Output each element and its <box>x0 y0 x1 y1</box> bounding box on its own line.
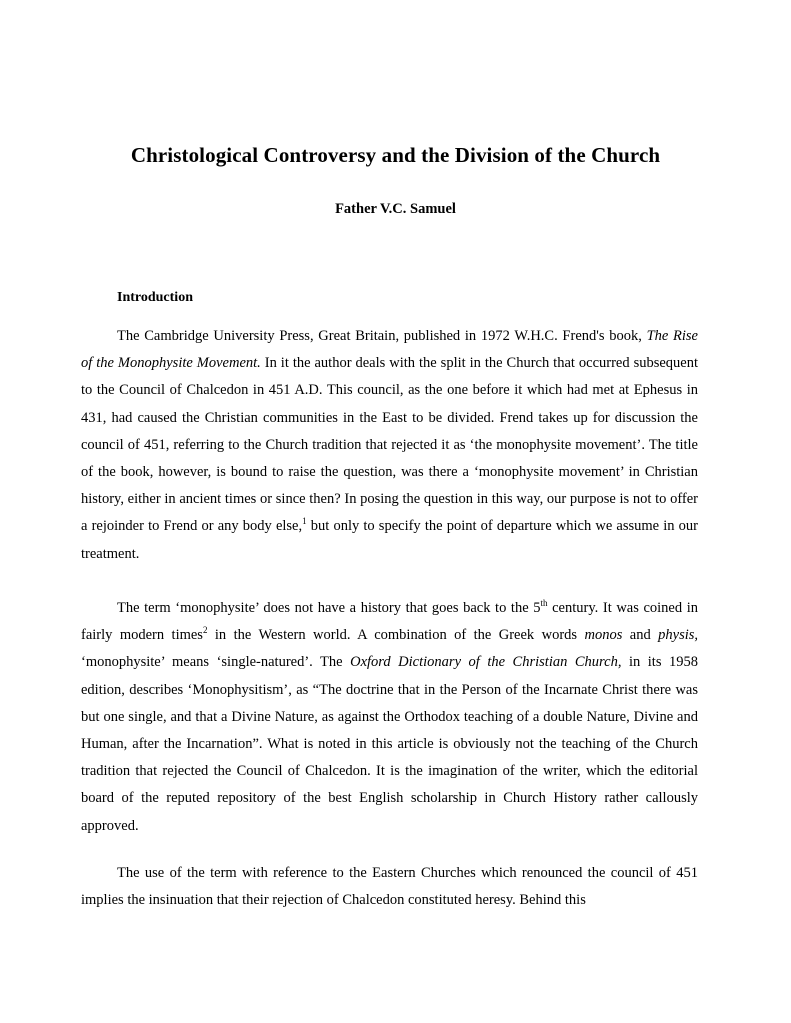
greek-word-monos: monos <box>584 627 623 644</box>
paragraph-3 <box>81 860 698 914</box>
paragraph-1-text-1: The Cambridge University Press, Great Britain, published in 1972 W.H.C. Frend's book, <box>117 328 647 344</box>
paragraph-1-text-3: but only to specify the point of departure which we assume in our treatment. <box>81 518 699 562</box>
section-heading-introduction: Introduction <box>117 290 193 305</box>
greek-word-physis: physis, <box>658 627 699 644</box>
dictionary-title-italic: Oxford Dictionary of the Christian Church, <box>350 654 622 671</box>
document-title: Christological Controversy and the Division of the Church <box>130 143 661 167</box>
ordinal-superscript: th <box>540 598 548 608</box>
paragraph-3-text-1: The use of the term with reference to the Eastern Churches which renounced the council of 451 implies the insinuation that their rejection of Chalcedon constituted heresy. Behind this <box>81 865 698 909</box>
paragraph-2-text-2: century. It was coined in fairly modern times <box>81 600 698 644</box>
paragraph-2-text-6: in its 1958 edition, describes ‘Monophysitism’, as “The doctrine that in the Person of the Incarnate Christ there was but one single, and that a Divine Nature, as against the Orthodox teaching of a double Nature, Divine and Human, after the Incarnation”. What is noted in this article is obviously not the teaching of the Church tradition that rejected the Council of Chalcedon. It is the imagination of the writer, which the editorial board of the reputed repository of the best English scholarship in Church History rather callously approved. <box>81 654 698 834</box>
paragraph-2-text-5: ‘monophysite’ means ‘single-natured’. The <box>81 654 351 671</box>
paragraph-2-text-1: The term ‘monophysite’ does not have a history that goes back to the 5 <box>117 600 541 616</box>
footnote-marker-1: 1 <box>302 516 307 527</box>
paragraph-1-text-2: In it the author deals with the split in the Church that occurred subsequent to the Council of Chalcedon in 451 A.D. This council, as the one before it which had met at Ephesus in 431, had caused the Christian communities in the East to be divided. Frend takes up for discussion the council of 451, referring to the Church tradition that rejected it as ‘the monophysite movement’. The title of the book, however, is bound to raise the question, was there a ‘monophysite movement’ in Christian history, either in ancient times or since then? In posing the question in this way, our purpose is not to offer a rejoinder to Frend or any body else, <box>81 355 698 535</box>
paragraph-2 <box>81 595 698 840</box>
paragraph-1 <box>81 323 698 568</box>
document-author: Father V.C. Samuel <box>335 201 456 217</box>
footnote-marker-2: 2 <box>202 625 208 636</box>
paragraph-2-text-4: and <box>622 627 659 644</box>
paragraph-2-text-3: in the Western world. A combination of the Greek words <box>207 627 585 644</box>
book-title-italic: The Rise of the Monophysite Movement. <box>81 328 698 372</box>
